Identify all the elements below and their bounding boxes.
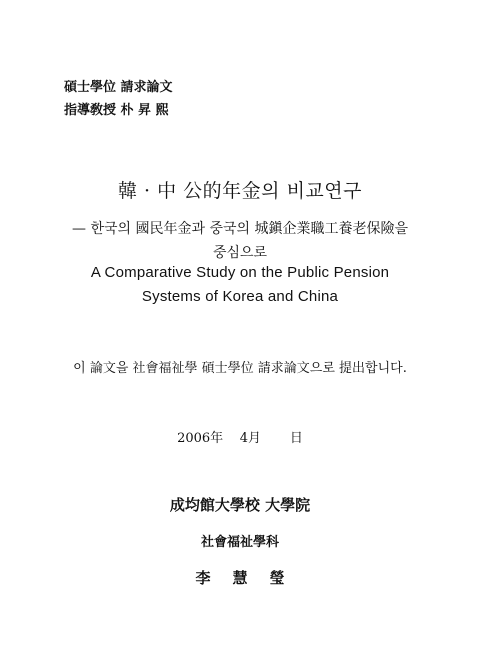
submission-statement: 이 論文을 社會福祉學 碩士學位 請求論文으로 提出합니다. (73, 361, 407, 376)
english-title-line-1: A Comparative Study on the Public Pension (90, 264, 390, 281)
subtitle-line-1: — 한국의 國民年金과 중국의 城鎭企業職工養老保險을 (72, 221, 408, 237)
submission-date: 2006年 4月 日 (177, 431, 303, 446)
english-title-line-2: Systems of Korea and China (141, 288, 339, 305)
thesis-title: 韓 · 中 公的年金의 비교연구 (118, 180, 362, 202)
university-name: 成均館大學校 大學院 (169, 496, 311, 514)
advisor-line: 指導敎授 朴 昇 熙 (64, 103, 169, 118)
department-name: 社會福祉學科 (200, 535, 279, 550)
degree-line: 碩士學位 請求論文 (64, 80, 173, 95)
author-name: 李慧瑩 (195, 569, 307, 587)
subtitle-line-2: 중심으로 (212, 245, 268, 261)
